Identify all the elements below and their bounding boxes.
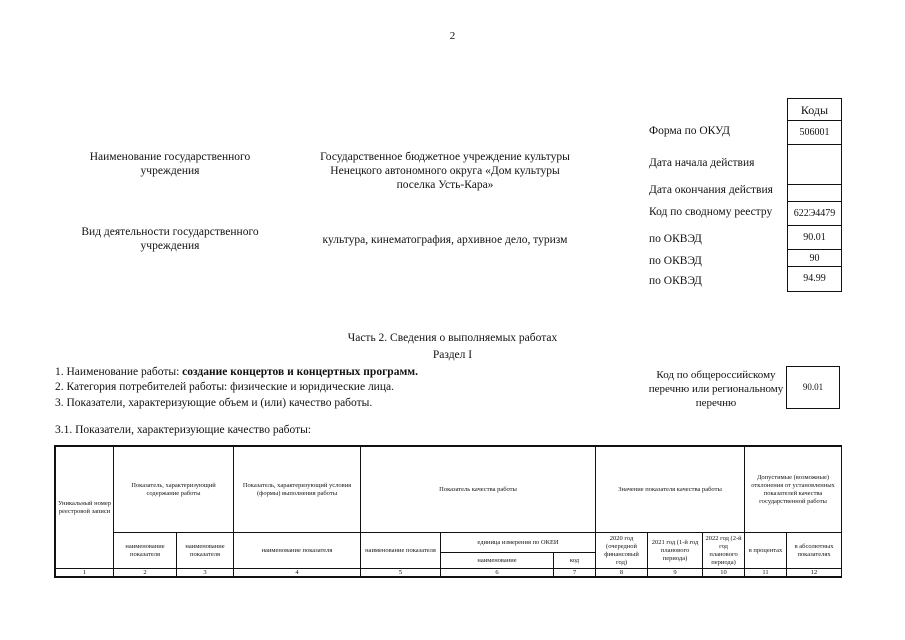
list-code-label: Код по общероссийскому перечню или региональному перечню [648,369,784,409]
institution-label: Наименование государственного учреждения [89,151,251,177]
sub-absolute: в абсолютных показателях [787,533,842,569]
col-number: 6 [441,569,554,577]
code-okved-2-label: по ОКВЭД [649,255,702,267]
col-number: 4 [234,569,361,577]
col-number: 3 [177,569,234,577]
col-number: 1 [56,569,114,577]
activity-label: Вид деятельности государственного учреждения [81,226,259,252]
section-title: Раздел I [432,349,473,361]
col-number: 2 [114,569,177,577]
code-okud-value: 506001 [788,121,841,145]
col-number: 11 [745,569,787,577]
header-deviation: Допустимые (возможные) отклонения от установленных показателей качества государственной работы [745,447,842,533]
code-okved-1-label: по ОКВЭД [649,233,702,245]
sub-year-2022: 2022 год (2-й год планового периода) [703,533,745,569]
header-conditions: Показатель, характеризующий условия (формы) выполнения работы [234,447,361,533]
code-end-date-label: Дата окончания действия [649,184,773,196]
code-end-date-value [788,185,841,202]
header-unique-number: Уникальный номер реестровой записи [56,447,114,569]
code-okved-3-label: по ОКВЭД [649,275,702,287]
list-code-value: 90.01 [786,366,840,409]
work-name: создание концертов и концертных программ. [182,366,418,378]
codes-box [787,120,842,292]
col-number: 12 [787,569,842,577]
sub-quality-name: наименование показателя [361,533,441,569]
sub-year-2021: 2021 год (1-й год планового периода) [648,533,703,569]
col-number: 8 [596,569,648,577]
code-okved-3-value: 94.99 [803,273,826,284]
code-start-date-value [788,145,841,185]
quality-indicators-line: 3.1. Показатели, характеризующие качество работы: [55,424,312,436]
institution-name: Государственное бюджетное учреждение культуры Ненецкого автономного округа «Дом культуры поселка Усть-Кара» [320,151,570,191]
col-number: 10 [703,569,745,577]
quality-table [55,446,841,577]
codes-header: Коды [787,98,842,121]
col-number: 5 [361,569,441,577]
code-registry-label: Код по сводному реестру [649,206,773,218]
code-okved-2-value: 90 [788,250,841,267]
sub-unit-code: код [554,553,596,569]
col-number: 9 [648,569,703,577]
indicators-line: 3. Показатели, характеризующие объем и (или) качество работы. [55,397,373,409]
sub-year-2020: 2020 год (очередной финансовый год) [596,533,648,569]
sub-percent: в процентах [745,533,787,569]
code-okud-label: Форма по ОКУД [649,125,730,137]
part-title: Часть 2. Сведения о выполняемых работах [347,332,558,344]
code-okved-1-value: 90.01 [788,226,841,250]
sub-unit: единица измерения по ОКЕИ [441,533,596,553]
code-start-date-label: Дата начала действия [649,157,755,169]
sub-content-name-1: наименование показателя [114,533,177,569]
header-values: Значение показателя качества работы [596,447,745,533]
work-name-line: 1. Наименование работы: создание концертов и концертных программ. [55,366,418,378]
header-quality: Показатель качества работы [361,447,596,533]
page-number: 2 [449,30,456,42]
code-registry-value: 622Э4479 [788,202,841,226]
sub-unit-name: наименование [441,553,554,569]
activity-value: культура, кинематография, архивное дело, туризм [322,234,568,246]
header-content: Показатель, характеризующий содержание работы [114,447,234,533]
sub-conditions-name: наименование показателя [234,533,361,569]
col-number: 7 [554,569,596,577]
sub-content-name-2: наименование показателя [177,533,234,569]
consumer-category-line: 2. Категория потребителей работы: физические и юридические лица. [55,381,394,393]
